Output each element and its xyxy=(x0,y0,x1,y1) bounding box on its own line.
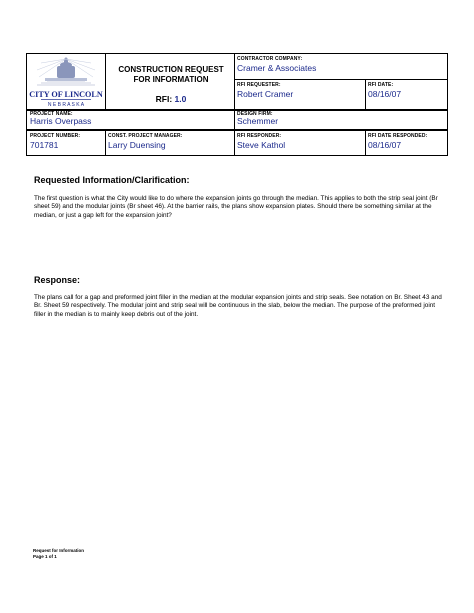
project-name-label: PROJECT NAME: xyxy=(30,111,73,117)
design-firm-label: DESIGN FIRM: xyxy=(237,111,273,117)
rfi-responder-value: Steve Kathol xyxy=(237,140,286,150)
rfi-date-responded-value: 08/16/07 xyxy=(368,140,402,150)
rfi-requester-cell xyxy=(234,80,365,109)
contractor-company-value: Cramer & Associates xyxy=(237,63,317,73)
contractor-company-cell xyxy=(234,54,448,79)
logo-state-text: N E B R A S K A xyxy=(47,102,85,108)
requested-heading: Requested Information/Clarification: xyxy=(34,175,190,185)
design-firm-value: Schemmer xyxy=(237,116,279,126)
rfi-header-table xyxy=(26,53,448,156)
response-body: The plans call for a gap and preformed joint filler in the median at the modular expansion joints and strip seals. See notation on Br. Sheet 43 and Br. Sheet 59 respectively. The modular joint and strip seal will be continuous in the slab, below the median. The purpose of the preformed joint filler in the median is to mainly keep debris out of the joint. xyxy=(34,294,442,318)
response-heading: Response: xyxy=(34,275,81,285)
project-name-value: Harris Overpass xyxy=(30,116,92,126)
footer-page-number: Page 1 of 1 xyxy=(33,553,57,559)
project-number-label: PROJECT NUMBER: xyxy=(30,133,81,139)
rfi-responder-label: RFI RESPONDER: xyxy=(237,133,282,139)
rfi-responder-cell xyxy=(234,131,365,156)
rfi-date-value: 08/16/07 xyxy=(368,89,402,99)
project-manager-value: Larry Duensing xyxy=(108,140,166,150)
project-manager-label: CONST. PROJECT MANAGER: xyxy=(108,133,183,139)
form-title xyxy=(109,65,233,85)
city-of-lincoln-logo xyxy=(27,54,105,109)
rfi-date-cell xyxy=(365,80,448,109)
logo-city-text: CITY OF LINCOLN xyxy=(29,90,103,99)
divider xyxy=(105,54,106,109)
requested-body: The first question is what the City would like to do where the expansion joints go through the median. This applies to both the strip seal joint (Br sheet 59) and the modular joints (Br sheet 46). At the barrier rails, the plans show expansion plates. Should there be something similar at the median, or just a gap left for the expansion joint? xyxy=(34,195,438,219)
form-title-line1: CONSTRUCTION REQUEST xyxy=(118,65,224,74)
rfi-date-label: RFI DATE: xyxy=(368,82,394,88)
project-number-cell xyxy=(27,131,105,156)
project-name-cell xyxy=(27,111,234,129)
rfi-requester-label: RFI REQUESTER: xyxy=(237,82,281,88)
rfi-number-row xyxy=(109,94,233,104)
project-number-value: 701781 xyxy=(30,140,59,150)
rfi-number: 1.0 xyxy=(174,94,187,104)
design-firm-cell xyxy=(234,111,448,129)
form-title-line2: FOR INFORMATION xyxy=(133,75,209,84)
page-footer xyxy=(33,548,84,559)
rfi-label: RFI: xyxy=(155,94,173,104)
rfi-requester-value: Robert Cramer xyxy=(237,89,294,99)
contractor-company-label: CONTRACTOR COMPANY: xyxy=(237,56,303,62)
rfi-date-responded-cell xyxy=(365,131,448,156)
footer-doc-name: Request for Information xyxy=(33,548,85,553)
rfi-date-responded-label: RFI DATE RESPONDED: xyxy=(368,133,428,139)
project-manager-cell xyxy=(105,131,234,156)
